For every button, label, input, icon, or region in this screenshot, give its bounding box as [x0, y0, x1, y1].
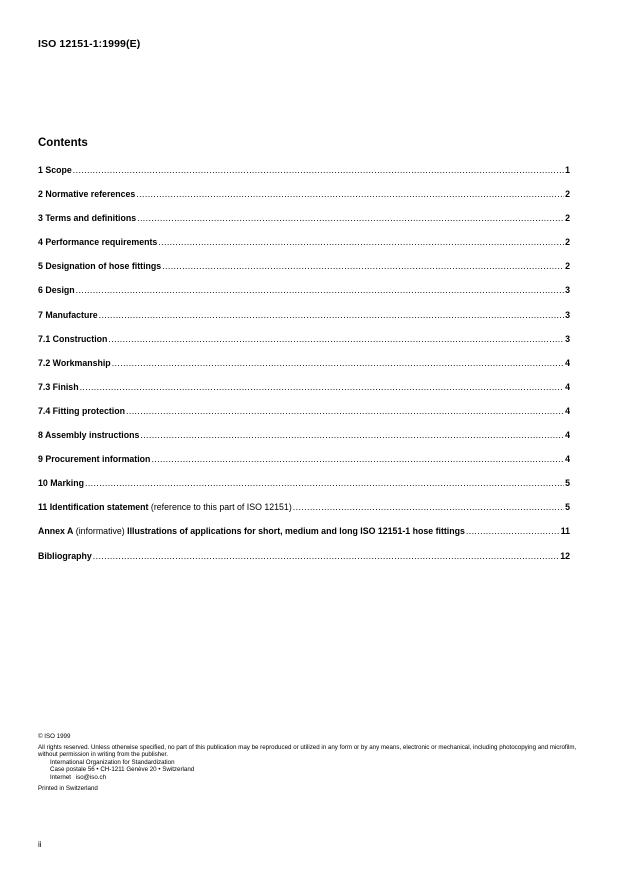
toc-entry-title-text: Annex A [38, 526, 74, 537]
toc-entry-annex-a[interactable] [38, 525, 570, 549]
toc-leader [136, 188, 564, 200]
toc-entry-9[interactable] [38, 453, 570, 477]
toc-entry-title-text: 11 Identification statement [38, 502, 149, 513]
toc-entry-title: 4 Performance requirements [38, 237, 158, 248]
toc-entry-page: 4 [565, 381, 570, 392]
toc-entry-page: 4 [565, 454, 570, 465]
toc-entry-page: 3 [565, 285, 570, 296]
internet-label: Internet [50, 773, 71, 781]
toc-entry-page: 4 [565, 405, 570, 416]
toc-leader [137, 212, 564, 224]
toc-entry-note: (informative) [73, 526, 128, 537]
toc-entry-7-3[interactable] [38, 381, 570, 405]
toc-leader [162, 260, 564, 272]
table-of-contents [38, 164, 570, 574]
rights-statement: All rights reserved. Unless otherwise specified, no part of this publication may be reproduced or utilized in any form or by any means, electronic or mechanical, including photocopying and microfilm, without permission in writing from the publisher. [38, 743, 577, 759]
organization-name: International Organization for Standardization [50, 758, 175, 766]
toc-entry-title: 8 Assembly instructions [38, 430, 140, 441]
toc-entry-title: 7.3 Finish [38, 381, 79, 392]
page-number: ii [38, 840, 42, 849]
toc-entry-title: 10 Marking [38, 478, 84, 489]
organization-address: Case postale 56 • CH-1211 Genève 20 • Switzerland [50, 766, 195, 774]
toc-entry-note: (reference to this part of ISO 12151) [148, 502, 292, 513]
toc-entry-page: 2 [565, 237, 570, 248]
toc-entry-7-1[interactable] [38, 333, 570, 357]
email-link[interactable]: iso@iso.ch [75, 773, 107, 781]
toc-entry-title: 2 Normative references [38, 189, 136, 200]
toc-entry-7-2[interactable] [38, 357, 570, 381]
toc-entry-page: 3 [565, 309, 570, 320]
toc-entry-bibliography[interactable] [38, 550, 570, 574]
toc-entry-page: 5 [565, 478, 570, 489]
toc-entry-title: 6 Design [38, 285, 75, 296]
toc-entry-4[interactable] [38, 236, 570, 260]
printed-in: Printed in Switzerland [38, 784, 98, 792]
toc-entry-page: 1 [565, 165, 570, 175]
toc-entry-6[interactable] [38, 284, 570, 308]
internet-line [38, 774, 578, 782]
toc-entry-page: 12 [560, 550, 570, 561]
toc-entry-1[interactable] [38, 164, 570, 188]
toc-leader [293, 501, 564, 513]
toc-entry-page: 2 [565, 213, 570, 224]
toc-leader [108, 333, 564, 345]
toc-leader [112, 357, 564, 369]
copyright-notice: © ISO 1999 [38, 733, 71, 740]
toc-entry-title [38, 501, 292, 513]
toc-entry-page: 11 [560, 526, 570, 537]
toc-entry-2[interactable] [38, 188, 570, 212]
toc-entry-7[interactable] [38, 309, 570, 333]
copyright-footer [38, 733, 578, 792]
toc-leader [76, 284, 564, 296]
toc-entry-title: Bibliography [38, 550, 92, 561]
toc-entry-5[interactable] [38, 260, 570, 284]
document-id: ISO 12151-1:1999(E) [38, 38, 141, 50]
toc-entry-title-text-2: Illustrations of applications for short, medium and long ISO 12151-1 hose fittings [127, 526, 465, 537]
toc-entry-title: 3 Terms and definitions [38, 213, 137, 224]
toc-entry-10[interactable] [38, 477, 570, 501]
toc-entry-page: 4 [565, 357, 570, 368]
toc-entry-7-4[interactable] [38, 405, 570, 429]
toc-entry-title: 7.2 Workmanship [38, 357, 111, 368]
toc-entry-title: 7.1 Construction [38, 333, 108, 344]
contents-heading: Contents [38, 137, 88, 149]
toc-leader [93, 550, 559, 562]
toc-leader [140, 429, 564, 441]
toc-entry-title [38, 525, 465, 537]
toc-entry-title: 5 Designation of hose fittings [38, 261, 162, 272]
toc-entry-page: 4 [565, 430, 570, 441]
toc-entry-page: 2 [565, 189, 570, 200]
toc-leader [466, 525, 560, 537]
toc-leader [99, 309, 564, 321]
toc-entry-page: 3 [565, 333, 570, 344]
toc-entry-page: 2 [565, 261, 570, 272]
toc-leader [85, 477, 564, 489]
toc-entry-title: 1 Scope [38, 165, 72, 175]
toc-entry-11[interactable] [38, 501, 570, 525]
toc-entry-page: 5 [565, 502, 570, 513]
toc-entry-title: 7.4 Fitting protection [38, 405, 125, 416]
toc-leader [126, 405, 564, 417]
toc-entry-title: 9 Procurement information [38, 454, 151, 465]
toc-leader [73, 164, 564, 176]
toc-leader [158, 236, 564, 248]
toc-leader [80, 381, 565, 393]
toc-entry-3[interactable] [38, 212, 570, 236]
toc-entry-title: 7 Manufacture [38, 309, 98, 320]
toc-leader [151, 453, 564, 465]
toc-entry-8[interactable] [38, 429, 570, 453]
